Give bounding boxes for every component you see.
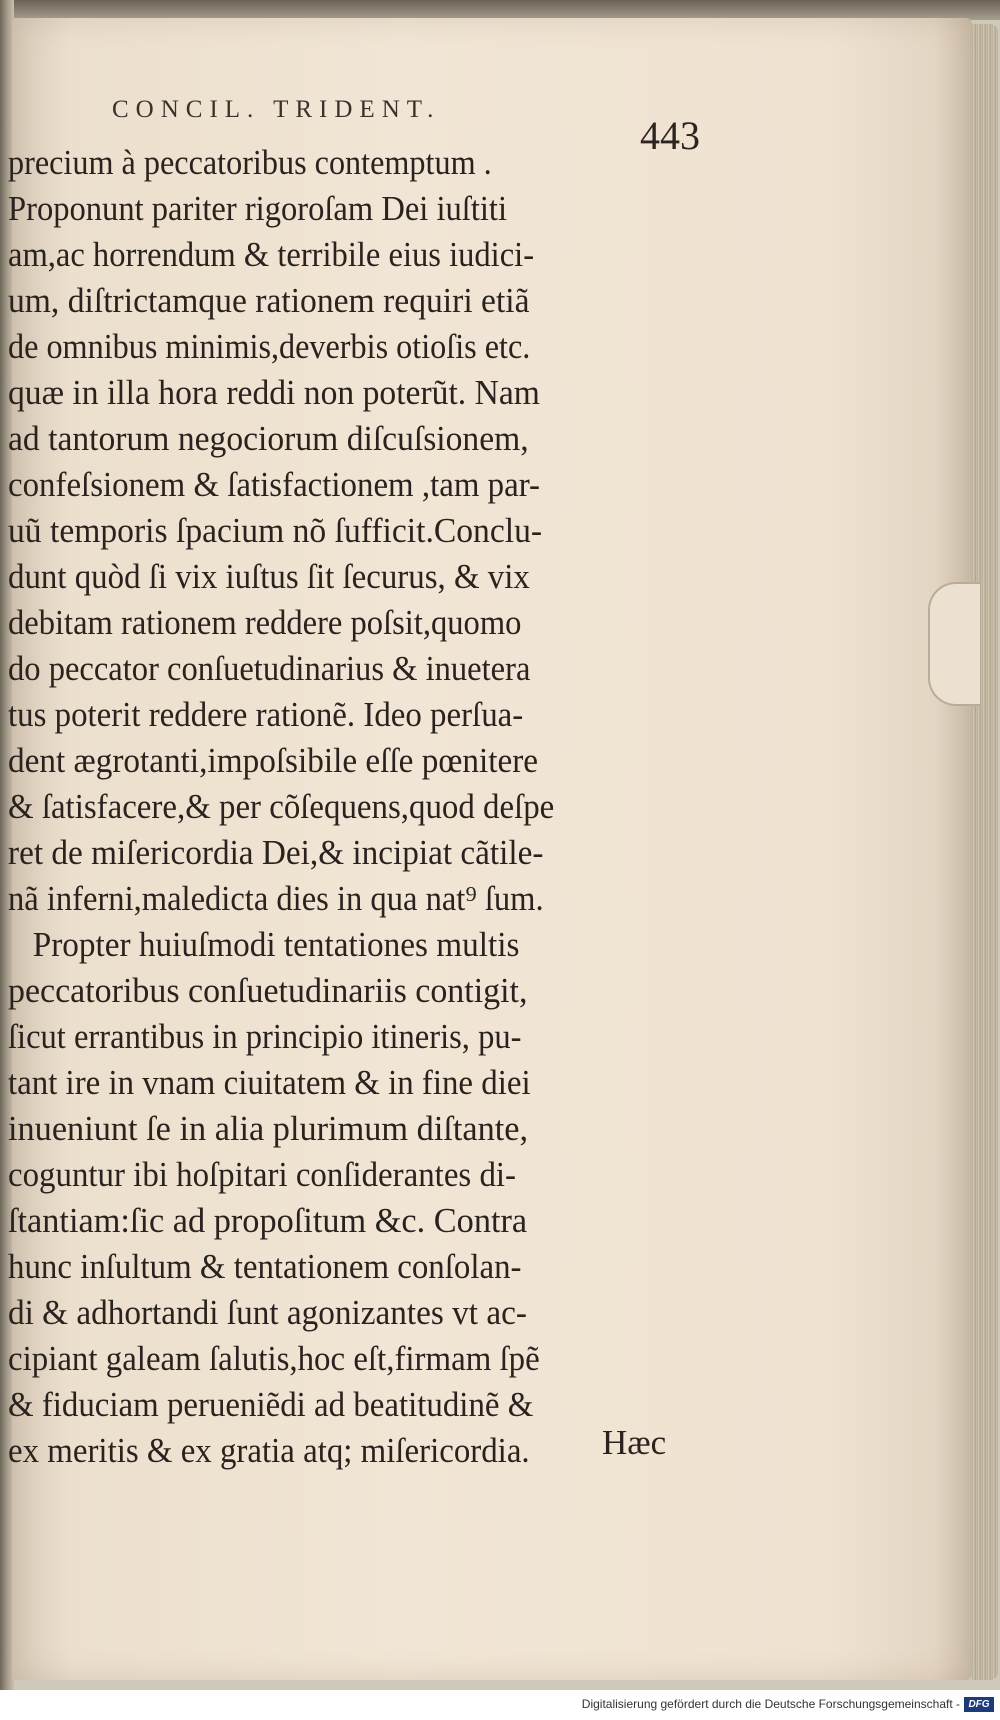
text-line: coguntur ibi hoſpitari conſiderantes di- — [8, 1155, 516, 1194]
scan-top-edge — [0, 0, 1000, 20]
text-line: um, diſtrictamque rationem requiri etiã — [8, 281, 530, 320]
footer-credit: Digitalisierung gefördert durch die Deutsche Forschungsgemeinschaft - — [581, 1697, 960, 1711]
running-head: CONCIL. TRIDENT. — [112, 96, 441, 123]
text-line: cipiant galeam ſalutis,hoc eſt,firmam ſpẽ — [8, 1339, 540, 1378]
text-line: Propter huiuſmodi tentationes multis — [32, 925, 520, 964]
text-line: ret de miſericordia Dei,& incipiat cãtile- — [8, 833, 544, 872]
text-line: dunt quòd ſi vix iuſtus ſit ſecurus, & vix — [8, 557, 530, 596]
text-line: nã inferni,maledicta dies in qua nat⁹ ſum. — [8, 879, 544, 918]
text-line: & ſatisfacere,& per cõſequens,quod deſpe — [8, 787, 555, 826]
text-line: am,ac horrendum & terribile eius iudici- — [8, 235, 535, 274]
text-line: uũ temporis ſpacium nõ ſufficit.Conclu- — [8, 511, 543, 550]
text-line: quæ in illa hora reddi non poterũt. Nam — [8, 373, 540, 412]
text-line: de omnibus minimis,deverbis otioſis etc. — [8, 327, 531, 366]
text-line: ſicut errantibus in principio itineris, pu- — [8, 1017, 522, 1056]
text-line: do peccator conſuetudinarius & inuetera — [8, 649, 531, 688]
text-line: tus poterit reddere rationẽ. Ideo perſua- — [8, 695, 524, 734]
page-edges — [972, 24, 998, 1680]
dfg-logo: DFG — [964, 1697, 994, 1712]
text-line: di & adhortandi ſunt agonizantes vt ac- — [8, 1293, 527, 1332]
page-number: 443 — [640, 113, 700, 158]
text-line: Proponunt pariter rigoroſam Dei iuſtiti — [8, 189, 508, 228]
text-line: tant ire in vnam ciuitatem & in fine diei — [8, 1063, 531, 1102]
text-line: precium à peccatoribus contemptum . — [8, 143, 492, 182]
text-line: confeſsionem & ſatisfactionem ,tam par- — [8, 465, 540, 504]
text-line: debitam rationem reddere poſsit,quomo — [8, 603, 522, 642]
text-line: inueniunt ſe in alia plurimum diſtante, — [8, 1109, 529, 1148]
body-text — [8, 140, 708, 1474]
text-line: hunc inſultum & tentationem conſolan- — [8, 1247, 522, 1286]
text-line: peccatoribus conſuetudinariis contigit, — [8, 971, 528, 1010]
text-line: ad tantorum negociorum diſcuſsionem, — [8, 419, 529, 458]
text-line: ſtantiam:ſic ad propoſitum &c. Contra — [8, 1201, 528, 1240]
thumb-tab-marker — [928, 582, 980, 706]
catchword: Hæc — [602, 1423, 667, 1462]
text-line: ex meritis & ex gratia atq; miſericordia. — [8, 1431, 530, 1470]
text-line: dent ægrotanti,impoſsibile eſſe pœnitere — [8, 741, 539, 780]
text-line: & fiduciam perueniẽdi ad beatitudinẽ & — [8, 1385, 534, 1424]
